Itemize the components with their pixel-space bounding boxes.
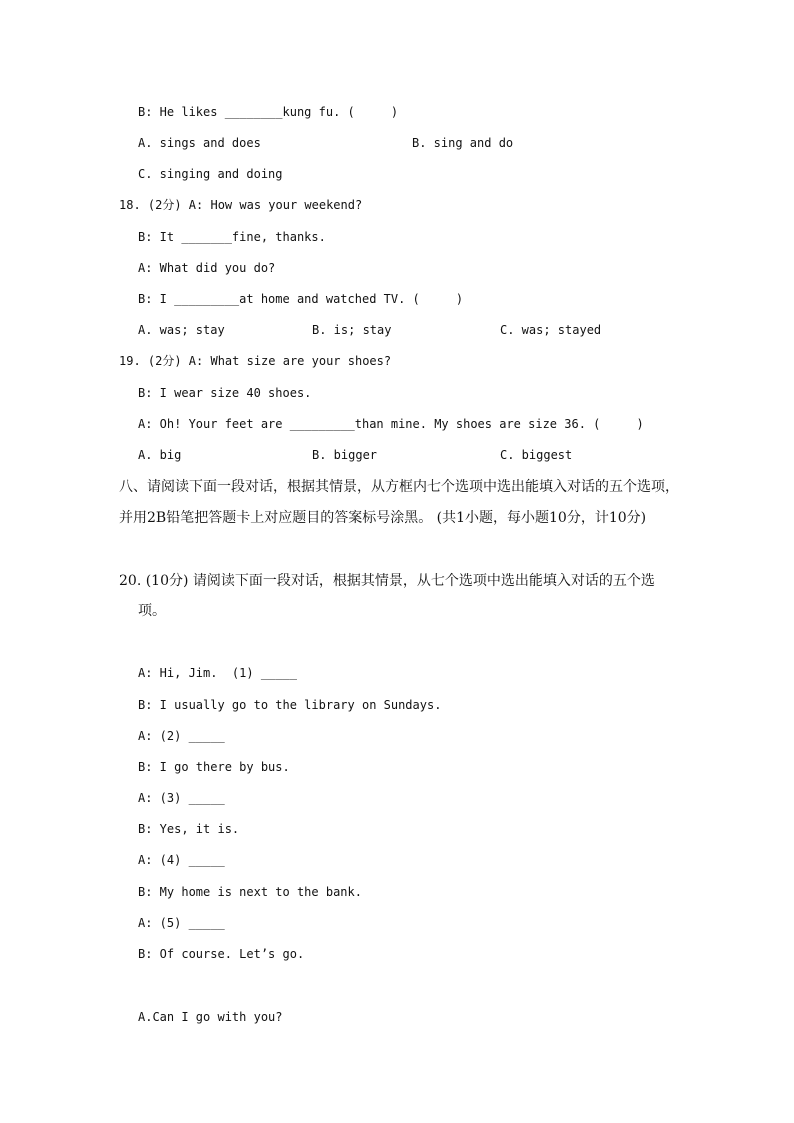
q20-dialogue-line: A: (3) _____	[138, 791, 225, 805]
q17-option-a[interactable]: A. sings and does	[138, 136, 261, 150]
q20-dialogue-line: B: Of course. Let’s go.	[138, 947, 305, 961]
q20-dialogue-line: A: (2) _____	[138, 729, 225, 743]
q20-stem-line1: 20. (10分) 请阅读下面一段对话，根据其情景，从七个选项中选出能填入对话的五个选	[119, 573, 655, 589]
q20-dialogue-line: A: (4) _____	[138, 853, 225, 867]
q20-dialogue-line: B: Yes, it is.	[138, 822, 240, 836]
q20-dialogue-line: B: I go there by bus.	[138, 760, 290, 774]
q19-b1: B: I wear size 40 shoes.	[138, 386, 312, 400]
q18-stem: 18. (2分) A: How was your weekend?	[119, 198, 363, 212]
q20-dialogue-line: B: I usually go to the library on Sundays.	[138, 698, 442, 712]
q20-dialogue-line: B: My home is next to the bank.	[138, 885, 362, 899]
q19-option-a[interactable]: A. big	[138, 448, 182, 462]
q17-option-c[interactable]: C. singing and doing	[138, 167, 283, 181]
q20-dialogue-line: A: Hi, Jim. (1) _____	[138, 666, 297, 680]
q17-option-b[interactable]: B. sing and do	[412, 136, 514, 150]
q18-b1: B: It _______fine, thanks.	[138, 230, 326, 244]
q17-b-line: B: He likes ________kung fu. ( )	[138, 105, 399, 119]
section8-heading-line1: 八、请阅读下面一段对话，根据其情景，从方框内七个选项中选出能填入对话的五个选项，	[119, 479, 679, 495]
q19-a2: A: Oh! Your feet are _________than mine. My shoes are size 36. ( )	[138, 417, 644, 431]
q19-stem: 19. (2分) A: What size are your shoes?	[119, 354, 392, 368]
q19-option-b[interactable]: B. bigger	[312, 448, 378, 462]
q19-option-c[interactable]: C. biggest	[500, 448, 573, 462]
q18-a2: A: What did you do?	[138, 261, 276, 275]
q18-option-a[interactable]: A. was; stay	[138, 323, 225, 337]
q18-b2: B: I _________at home and watched TV. ( )	[138, 292, 464, 306]
q20-dialogue-line: A: (5) _____	[138, 916, 225, 930]
q18-option-c[interactable]: C. was; stayed	[500, 323, 602, 337]
q20-stem-line2: 项。	[138, 603, 166, 619]
q18-option-b[interactable]: B. is; stay	[312, 323, 392, 337]
q20-choice-a[interactable]: A.Can I go with you?	[138, 1010, 283, 1024]
section8-heading-line2: 并用2B铅笔把答题卡上对应题目的答案标号涂黑。 (共1小题，每小题10分，计10分)	[119, 510, 647, 526]
